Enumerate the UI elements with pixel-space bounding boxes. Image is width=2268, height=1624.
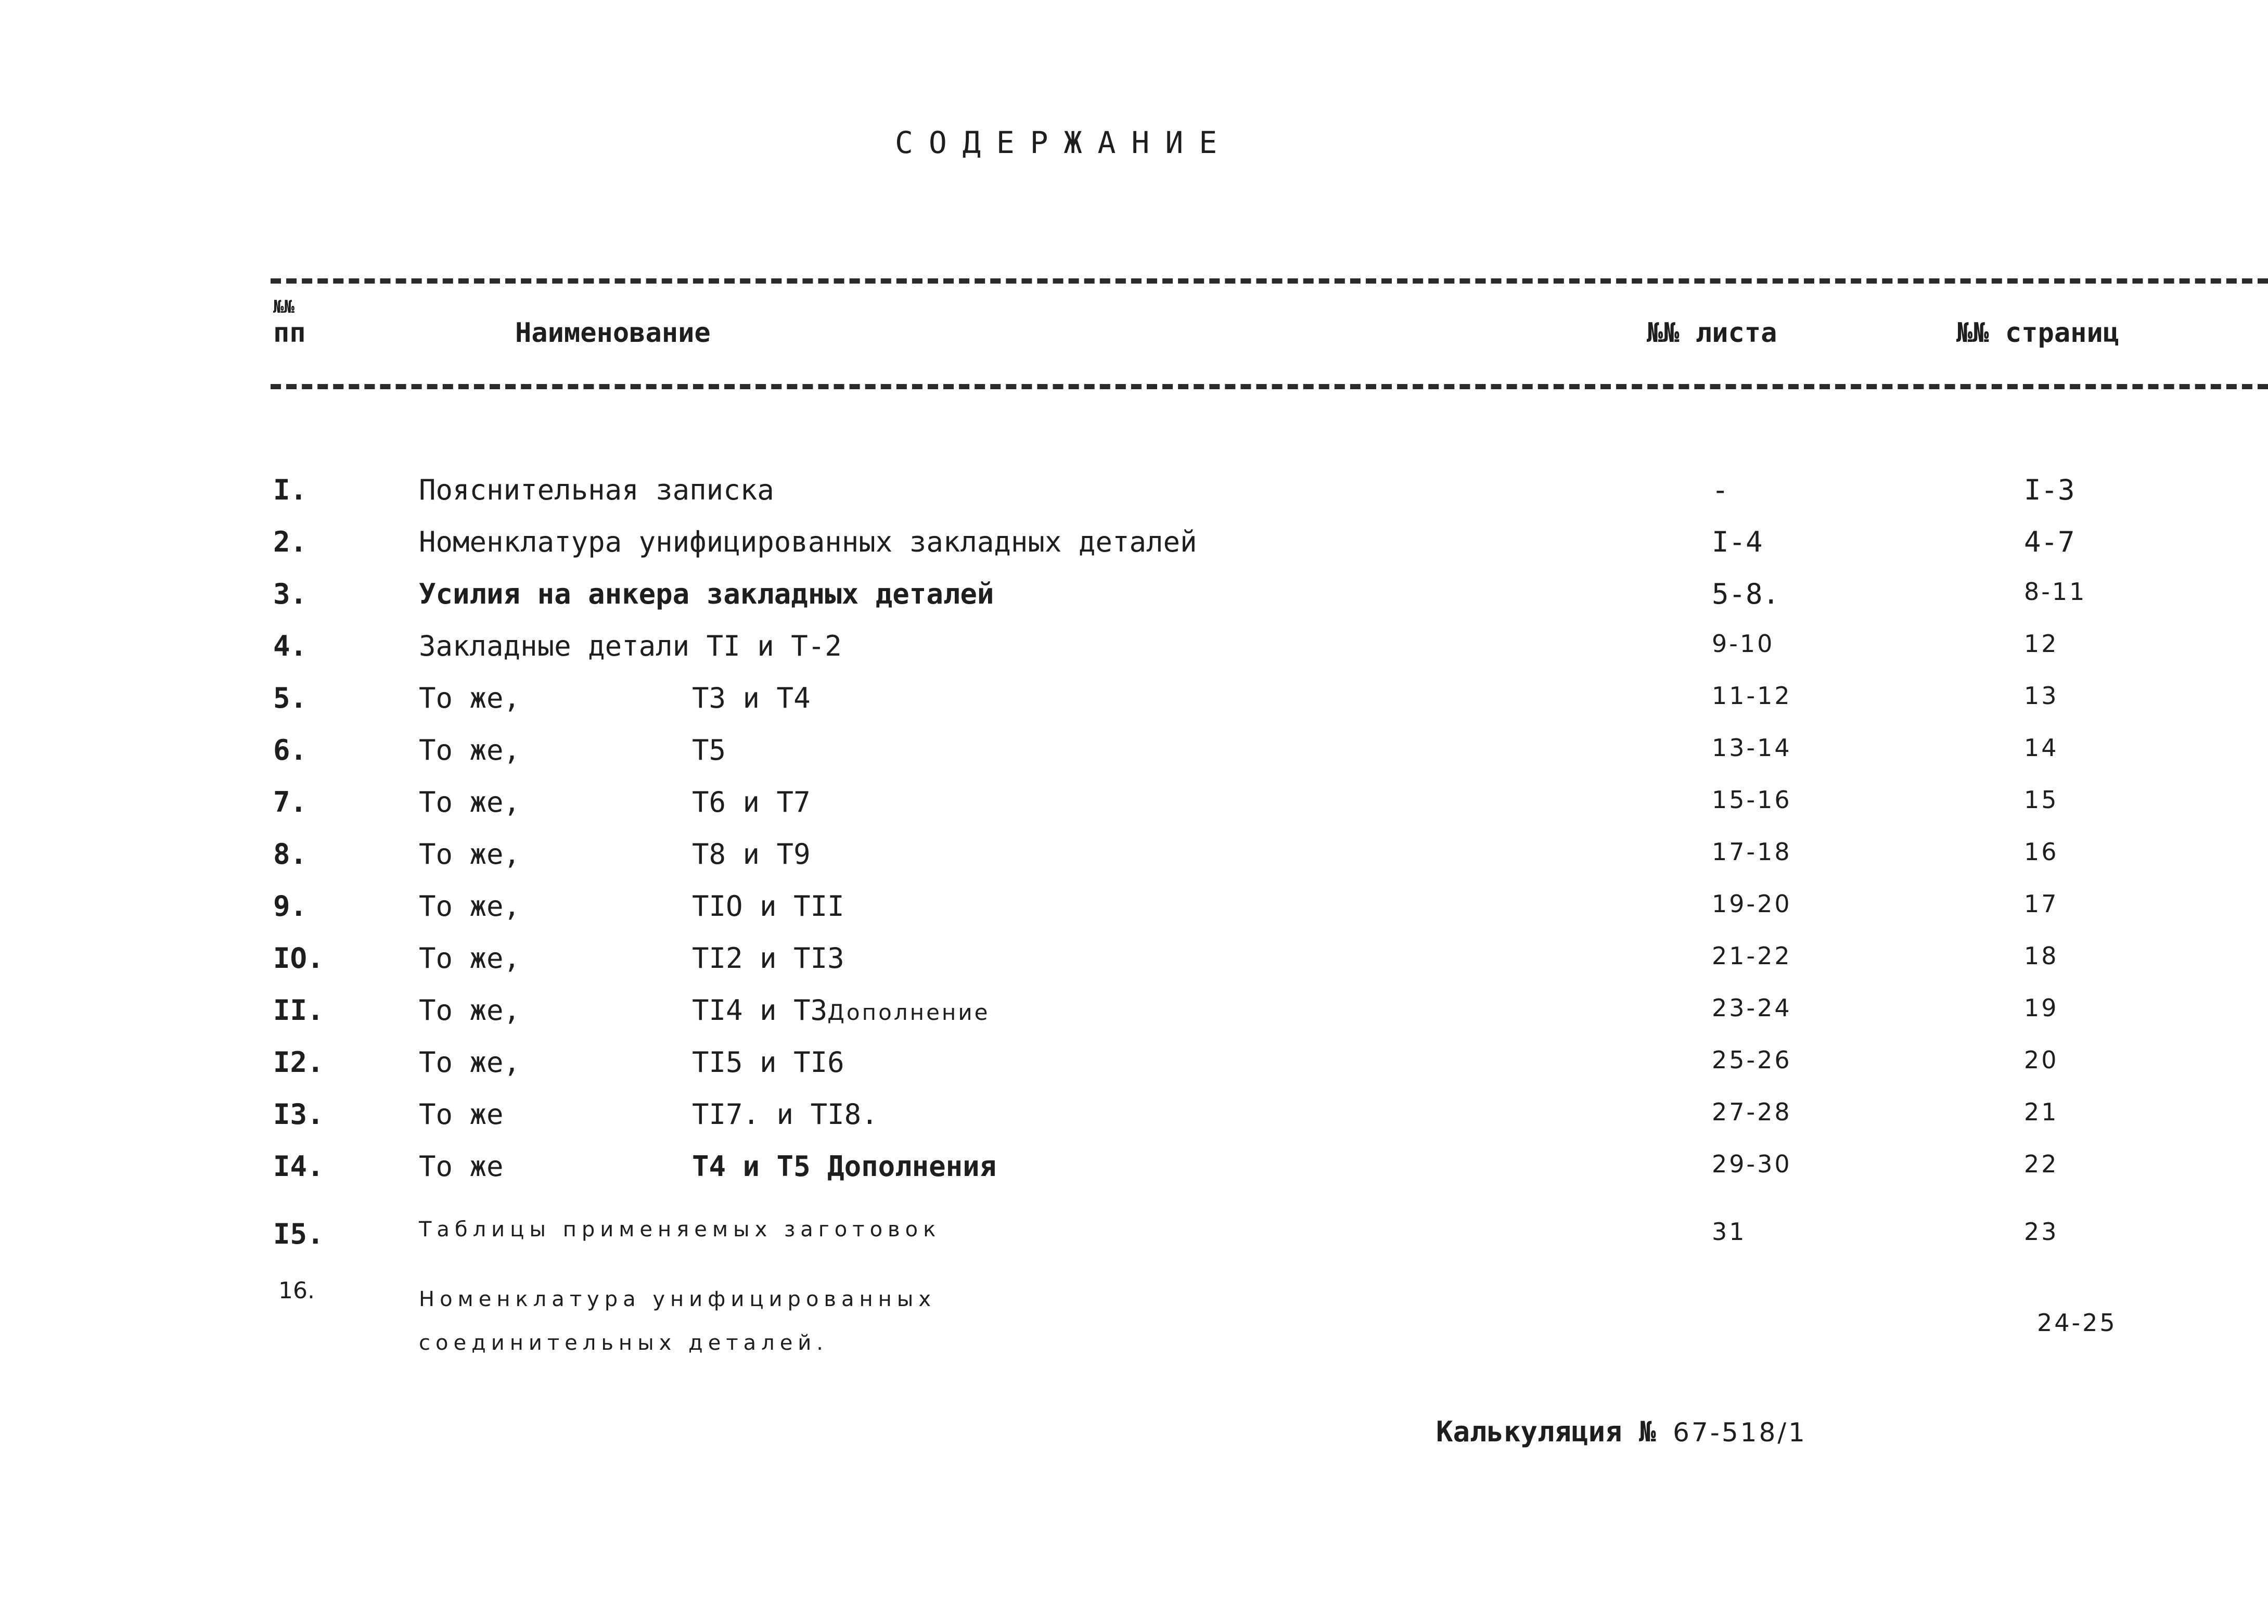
row-name: Таблицы применяемых заготовок xyxy=(419,1218,941,1242)
row-pages: I-3 xyxy=(2024,474,2075,506)
row-number: I2. xyxy=(273,1046,324,1079)
row-name: Номенклатура унифицированных соединительных деталей. xyxy=(419,1287,937,1355)
table-top-rule xyxy=(271,278,2268,284)
table-row xyxy=(0,838,2268,885)
row-pages: 12 xyxy=(2024,630,2059,658)
row-sheet: 27-28 xyxy=(1712,1098,1792,1126)
row-name: То же, xyxy=(419,942,521,975)
row-detail: ТI2 и ТI3 xyxy=(692,942,844,975)
row-detail: Т5 xyxy=(692,734,726,766)
row-sheet: 23-24 xyxy=(1712,994,1792,1022)
row-pages: 17 xyxy=(2024,890,2059,918)
row-number: 9. xyxy=(273,890,307,923)
row-name: То же, xyxy=(419,682,521,714)
row-sheet: 17-18 xyxy=(1712,838,1792,866)
header-number-bottom: пп xyxy=(273,317,306,349)
row-detail: Т8 и Т9 xyxy=(692,838,811,871)
row-pages: 22 xyxy=(2024,1150,2059,1178)
table-row xyxy=(0,526,2268,572)
row-pages: 18 xyxy=(2024,942,2059,970)
row-sheet: - xyxy=(1712,474,1729,506)
row-name: То же, xyxy=(419,838,521,871)
header-number xyxy=(273,294,325,349)
row-name: То же, xyxy=(419,1046,521,1079)
calculation-note xyxy=(1436,1415,1807,1448)
row-number: 5. xyxy=(273,682,307,714)
row-detail xyxy=(692,994,990,1027)
row-sheet: 19-20 xyxy=(1712,890,1792,918)
row-sheet: 29-30 xyxy=(1712,1150,1792,1178)
table-row xyxy=(0,1046,2268,1093)
row-detail: ТI7. и ТI8. xyxy=(692,1098,878,1131)
table-header-rule xyxy=(271,384,2268,389)
row-pages: 13 xyxy=(2024,682,2059,710)
row-pages: 21 xyxy=(2024,1098,2059,1126)
row-number: 3. xyxy=(273,578,307,610)
row-detail: Т3 и Т4 xyxy=(692,682,811,714)
row-sheet: 9-10 xyxy=(1712,630,1775,658)
row-pages: 23 xyxy=(2024,1218,2059,1246)
row-name: Номенклатура унифицированных закладных деталей xyxy=(419,526,1197,558)
row-sheet: 31 xyxy=(1712,1218,1747,1246)
row-name: То же xyxy=(419,1150,504,1183)
row-name: Закладные детали TI и Т-2 xyxy=(419,630,842,662)
table-row xyxy=(0,578,2268,624)
row-detail-main: ТI4 и Т3 xyxy=(692,994,828,1027)
row-pages: 8-11 xyxy=(2024,578,2087,606)
header-number-top: №№ xyxy=(273,297,294,317)
row-number: 2. xyxy=(273,526,307,558)
row-number: 8. xyxy=(273,838,307,871)
table-row xyxy=(0,734,2268,781)
row-number: I5. xyxy=(273,1218,324,1250)
header-pages: №№ страниц xyxy=(1956,317,2120,349)
table-row xyxy=(0,994,2268,1041)
row-number: II. xyxy=(273,994,324,1027)
row-pages: 24-25 xyxy=(2037,1309,2117,1337)
table-row xyxy=(0,786,2268,833)
header-sheet: №№ листа xyxy=(1647,317,1777,349)
table-row xyxy=(0,682,2268,728)
row-number: 16. xyxy=(278,1277,315,1304)
table-row xyxy=(0,1098,2268,1145)
row-pages: 4-7 xyxy=(2024,526,2075,558)
table-row xyxy=(0,890,2268,937)
calculation-label: Калькуляция № xyxy=(1436,1415,1656,1448)
row-sheet: 25-26 xyxy=(1712,1046,1792,1074)
row-name: Усилия на анкера закладных деталей xyxy=(419,578,994,610)
table-row xyxy=(0,942,2268,989)
row-sheet: 15-16 xyxy=(1712,786,1792,814)
row-name: То же xyxy=(419,1098,504,1131)
row-number: I3. xyxy=(273,1098,324,1131)
row-number: 7. xyxy=(273,786,307,819)
row-name: То же, xyxy=(419,890,521,923)
row-sheet: 5-8. xyxy=(1712,578,1780,610)
row-pages: 19 xyxy=(2024,994,2059,1022)
table-row xyxy=(0,474,2268,520)
page-title: СОДЕРЖАНИЕ xyxy=(895,125,1233,160)
row-detail-note: Дополнение xyxy=(827,1000,990,1025)
row-detail: Т6 и Т7 xyxy=(692,786,811,819)
row-number: 4. xyxy=(273,630,307,662)
table-row xyxy=(0,1218,2268,1264)
row-number: IO. xyxy=(273,942,324,975)
header-name: Наименование xyxy=(515,317,711,349)
row-pages: 16 xyxy=(2024,838,2059,866)
row-name: То же, xyxy=(419,734,521,766)
row-sheet: 21-22 xyxy=(1712,942,1792,970)
row-detail: ТIО и ТII xyxy=(692,890,844,923)
row-pages: 15 xyxy=(2024,786,2059,814)
row-number: I. xyxy=(273,474,307,506)
row-detail: Т4 и Т5 Дополнения xyxy=(692,1150,997,1183)
row-pages: 20 xyxy=(2024,1046,2059,1074)
row-name: То же, xyxy=(419,994,521,1027)
table-row xyxy=(0,630,2268,676)
calculation-value: 67-518/1 xyxy=(1673,1417,1807,1448)
row-number: 6. xyxy=(273,734,307,766)
table-row xyxy=(0,1150,2268,1197)
row-name: То же, xyxy=(419,786,521,819)
row-number: I4. xyxy=(273,1150,324,1183)
row-detail: ТI5 и ТI6 xyxy=(692,1046,844,1079)
row-sheet: 11-12 xyxy=(1712,682,1792,710)
row-sheet: I-4 xyxy=(1712,526,1763,558)
row-pages: 14 xyxy=(2024,734,2059,762)
row-name: Пояснительная записка xyxy=(419,474,774,506)
row-sheet: 13-14 xyxy=(1712,734,1792,762)
